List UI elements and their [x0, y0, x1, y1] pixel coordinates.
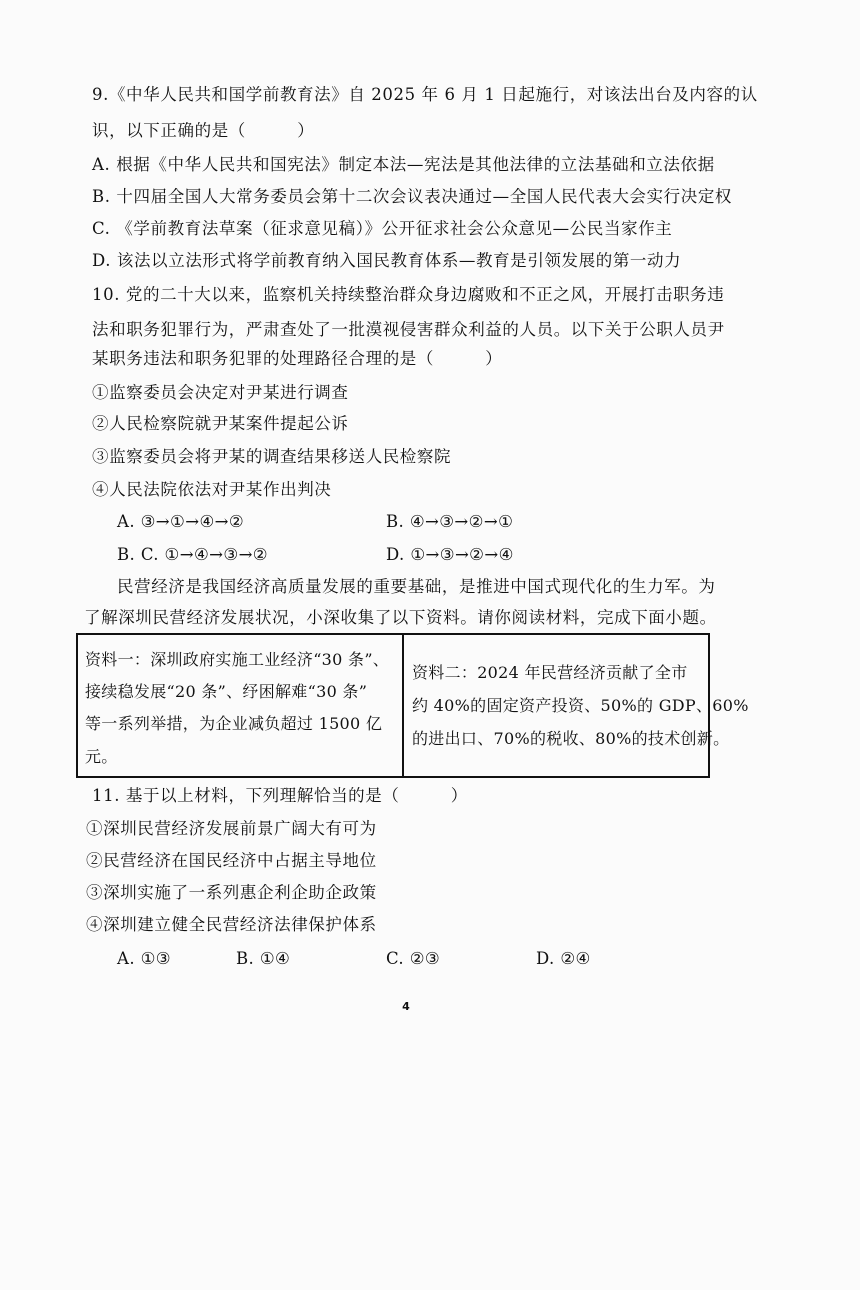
q11-option-a: A. ①③ [117, 949, 171, 968]
page-number: 4 [402, 1000, 410, 1013]
q11-option-d: D. ②④ [536, 949, 591, 968]
q11-option-c: C. ②③ [386, 949, 441, 968]
material-divider [402, 633, 404, 778]
material-two-line3: 的进出口、70%的税收、80%的技术创新。 [412, 729, 730, 748]
intro-line2: 了解深圳民营经济发展状况，小深收集了以下资料。请你阅读材料，完成下面小题。 [84, 608, 717, 627]
q11-item-1: ①深圳民营经济发展前景广阔大有可为 [86, 819, 377, 838]
q11-option-b: B. ①④ [236, 949, 291, 968]
q9-option-d: D. 该法以立法形式将学前教育纳入国民教育体系—教育是引领发展的第一动力 [92, 251, 682, 270]
q9-stem-line2: 识，以下正确的是（ ） [92, 121, 315, 140]
q10-item-3: ③监察委员会将尹某的调查结果移送人民检察院 [92, 447, 452, 466]
q9-stem-line1: 9.《中华人民共和国学前教育法》自 2025 年 6 月 1 日起施行，对该法出台及内容的认 [92, 85, 758, 104]
q11-item-2: ②民营经济在国民经济中占据主导地位 [86, 851, 377, 870]
q9-option-c: C. 《学前教育法草案（征求意见稿）》公开征求社会公众意见—公民当家作主 [92, 219, 673, 238]
q10-option-a: A. ③→①→④→② [117, 512, 245, 531]
q10-stem-line2: 法和职务犯罪行为，严肃查处了一批漠视侵害群众利益的人员。以下关于公职人员尹 [92, 320, 725, 339]
q10-item-4: ④人民法院依法对尹某作出判决 [92, 480, 332, 499]
q10-item-2: ②人民检察院就尹某案件提起公诉 [92, 414, 349, 433]
q10-stem-line3: 某职务违法和职务犯罪的处理路径合理的是（ ） [92, 349, 503, 368]
q10-option-d: D. ①→③→②→④ [386, 545, 514, 564]
q11-stem: 11. 基于以上材料，下列理解恰当的是（ ） [92, 786, 468, 805]
material-one-line4: 元。 [85, 747, 118, 766]
material-one-line1: 资料一：深圳政府实施工业经济“30 条”、 [85, 650, 390, 669]
q10-stem-line1: 10. 党的二十大以来，监察机关持续整治群众身边腐败和不正之风，开展打击职务违 [92, 285, 725, 304]
q11-item-4: ④深圳建立健全民营经济法律保护体系 [86, 915, 377, 934]
material-two-line1: 资料二：2024 年民营经济贡献了全市 [412, 663, 688, 682]
q10-option-b: B. ④→③→②→① [386, 512, 514, 531]
q10-item-1: ①监察委员会决定对尹某进行调查 [92, 383, 349, 402]
q9-option-a: A. 根据《中华人民共和国宪法》制定本法—宪法是其他法律的立法基础和立法依据 [92, 155, 715, 174]
material-one-line2: 接续稳发展“20 条”、纾困解难“30 条” [85, 682, 368, 701]
q11-item-3: ③深圳实施了一系列惠企利企助企政策 [86, 883, 377, 902]
material-one-line3: 等一系列举措，为企业减负超过 1500 亿 [85, 714, 383, 733]
material-two-line2: 约 40%的固定资产投资、50%的 GDP、60% [412, 696, 749, 715]
intro-line1: 民营经济是我国经济高质量发展的重要基础，是推进中国式现代化的生力军。为 [117, 577, 716, 596]
q10-option-c: B. C. ①→④→③→② [117, 545, 268, 564]
q9-option-b: B. 十四届全国人大常务委员会第十二次会议表决通过—全国人民代表大会实行决定权 [92, 187, 733, 206]
